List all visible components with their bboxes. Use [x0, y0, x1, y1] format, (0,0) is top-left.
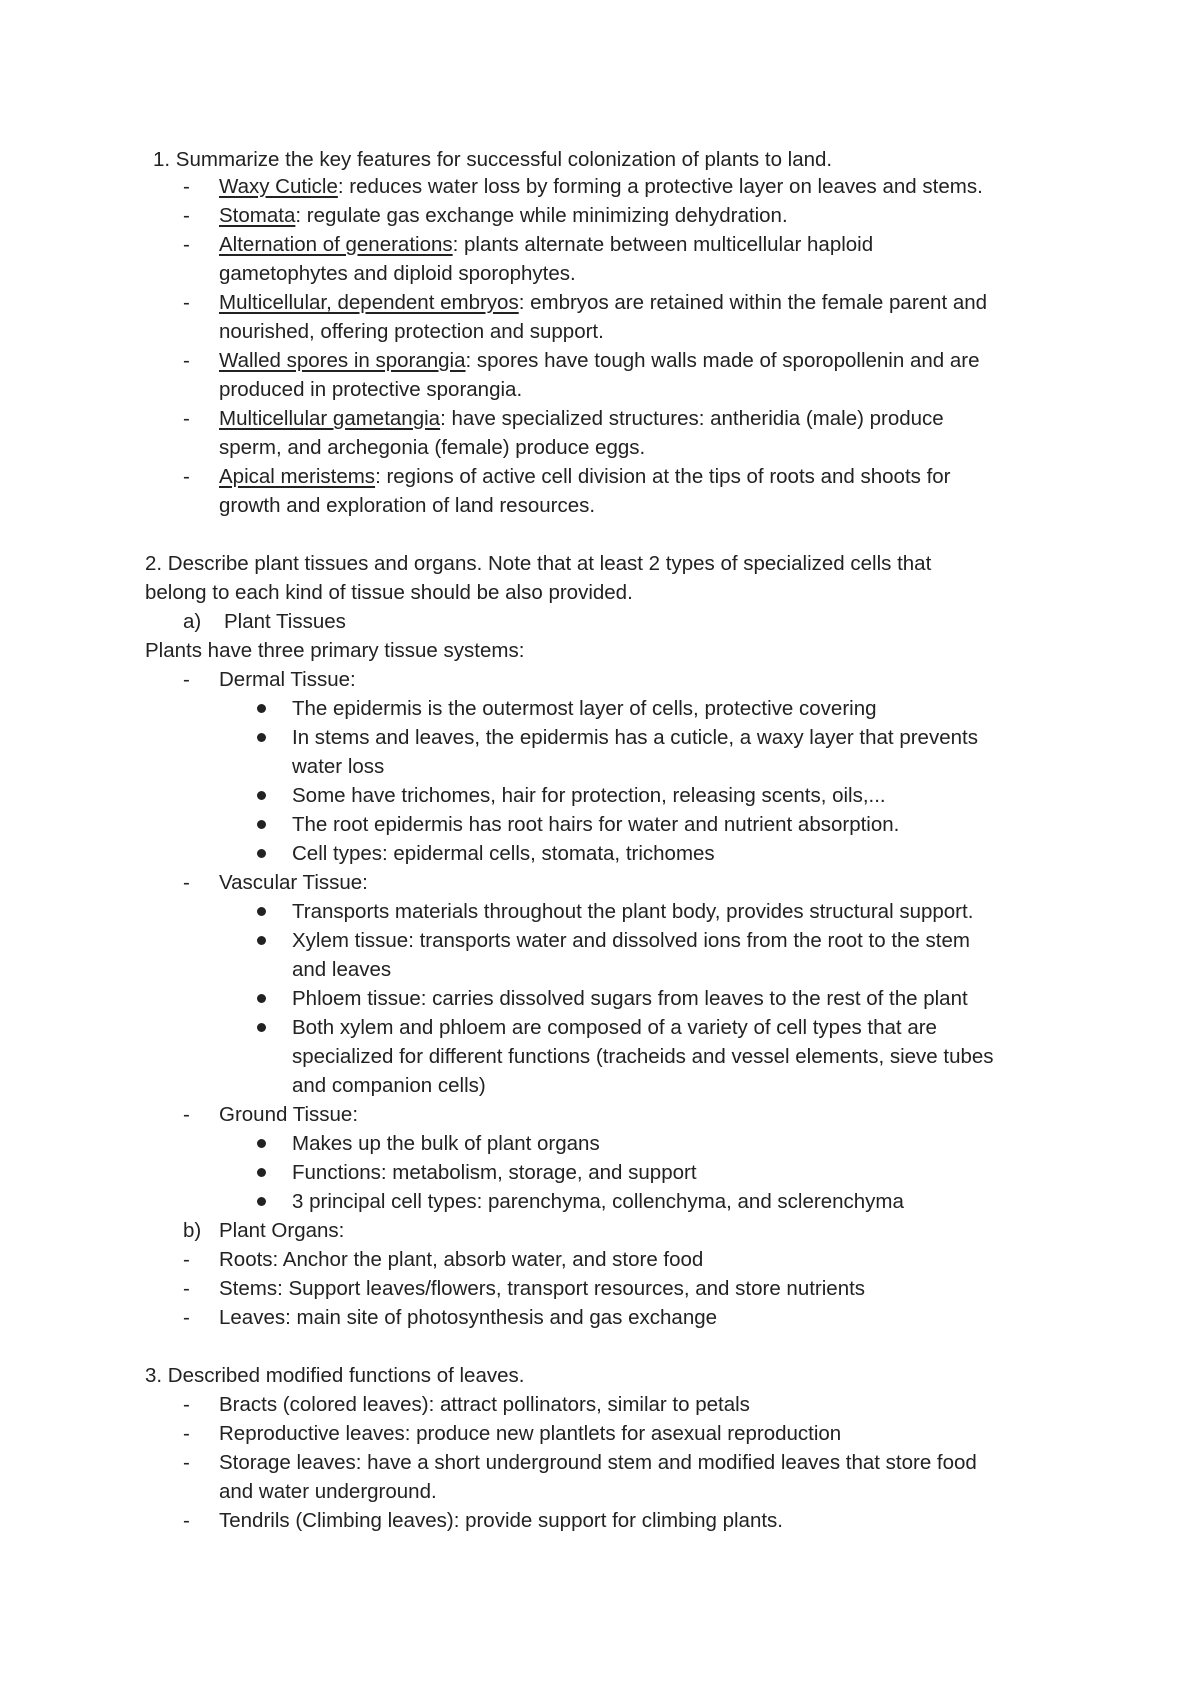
dash-marker: - — [183, 233, 190, 256]
bullet-icon — [257, 1168, 266, 1177]
bullet-icon — [257, 907, 266, 916]
dash-marker: - — [183, 1393, 190, 1416]
dash-marker: - — [183, 204, 190, 227]
q1-item-embryos-cont: nourished, offering protection and support. — [219, 320, 604, 343]
bullet-text: Transports materials throughout the plant body, provides structural support. — [292, 900, 974, 923]
definition: : embryos are retained within the female parent and — [518, 291, 988, 314]
dash-marker: - — [183, 291, 190, 314]
bullet-text: In stems and leaves, the epidermis has a cuticle, a waxy layer that prevents — [292, 726, 978, 749]
bullet-icon — [257, 1023, 266, 1032]
q1-heading: 1. Summarize the key features for successful colonization of plants to land. — [153, 148, 833, 171]
dash-marker: - — [183, 1277, 190, 1300]
vascular-bullet-4-cont1: specialized for different functions (tracheids and vessel elements, sieve tubes — [292, 1045, 994, 1068]
bullet-icon — [257, 820, 266, 829]
bullet-text: Xylem tissue: transports water and dissolved ions from the root to the stem — [292, 929, 970, 952]
dash-marker: - — [183, 465, 190, 488]
bullet-text: 3 principal cell types: parenchyma, collenchyma, and sclerenchyma — [292, 1190, 904, 1213]
term: Multicellular, dependent embryos — [219, 291, 519, 314]
dash-marker: - — [183, 1422, 190, 1445]
term: Multicellular gametangia — [219, 407, 441, 430]
bullet-icon — [257, 1197, 266, 1206]
q1-item-gametangia-cont: sperm, and archegonia (female) produce eggs. — [219, 436, 646, 459]
bullet-text: The root epidermis has root hairs for water and nutrient absorption. — [292, 813, 900, 836]
bullet-icon — [257, 704, 266, 713]
bullet-text: Functions: metabolism, storage, and support — [292, 1161, 697, 1184]
term: Walled spores in sporangia — [219, 349, 466, 372]
dash-marker: - — [183, 1306, 190, 1329]
dash-marker: - — [183, 1451, 190, 1474]
dash-marker: - — [183, 1509, 190, 1532]
bullet-text: Phloem tissue: carries dissolved sugars from leaves to the rest of the plant — [292, 987, 968, 1010]
dermal-tissue-label: Dermal Tissue: — [219, 668, 356, 691]
q2-heading-line1: 2. Describe plant tissues and organs. Note that at least 2 types of specialized cells that — [145, 552, 932, 575]
q3-item-text: Reproductive leaves: produce new plantlets for asexual reproduction — [219, 1422, 842, 1445]
bullet-icon — [257, 994, 266, 1003]
q3-item-text: Tendrils (Climbing leaves): provide support for climbing plants. — [219, 1509, 783, 1532]
dash-marker: - — [183, 668, 190, 691]
term: Stomata — [219, 204, 296, 227]
q3-heading: 3. Described modified functions of leaves. — [145, 1364, 525, 1387]
dash-marker: - — [183, 349, 190, 372]
q3-item-text: Bracts (colored leaves): attract pollinators, similar to petals — [219, 1393, 750, 1416]
bullet-text: Both xylem and phloem are composed of a variety of cell types that are — [292, 1016, 937, 1039]
q1-item-spores-cont: produced in protective sporangia. — [219, 378, 523, 401]
definition: : spores have tough walls made of sporopollenin and are — [465, 349, 980, 372]
vascular-bullet-2-cont: and leaves — [292, 958, 392, 981]
definition: : regulate gas exchange while minimizing dehydration. — [295, 204, 788, 227]
dash-marker: - — [183, 1103, 190, 1126]
dash-marker: - — [183, 871, 190, 894]
definition: : reduces water loss by forming a protective layer on leaves and stems. — [337, 175, 983, 198]
q2-sub-b-marker: b) — [183, 1219, 202, 1242]
q2-intro: Plants have three primary tissue systems: — [145, 639, 525, 662]
bullet-text: Some have trichomes, hair for protection, releasing scents, oils,... — [292, 784, 886, 807]
dash-marker: - — [183, 407, 190, 430]
dash-marker: - — [183, 1248, 190, 1271]
dash-marker: - — [183, 175, 190, 198]
bullet-icon — [257, 1139, 266, 1148]
q2-sub-a-label: Plant Tissues — [224, 610, 346, 633]
bullet-icon — [257, 936, 266, 945]
bullet-icon — [257, 849, 266, 858]
dermal-bullet-2-cont: water loss — [292, 755, 385, 778]
term: Waxy Cuticle — [219, 175, 338, 198]
definition: : have specialized structures: antheridia (male) produce — [440, 407, 944, 430]
q1-item-alternation-cont: gametophytes and diploid sporophytes. — [219, 262, 576, 285]
bullet-icon — [257, 733, 266, 742]
organ-text: Leaves: main site of photosynthesis and gas exchange — [219, 1306, 718, 1329]
bullet-text: Cell types: epidermal cells, stomata, trichomes — [292, 842, 715, 865]
q1-item-meristems-cont: growth and exploration of land resources. — [219, 494, 596, 517]
bullet-text: The epidermis is the outermost layer of cells, protective covering — [292, 697, 877, 720]
organ-text: Roots: Anchor the plant, absorb water, and store food — [219, 1248, 704, 1271]
organ-text: Stems: Support leaves/flowers, transport resources, and store nutrients — [219, 1277, 866, 1300]
bullet-text: Makes up the bulk of plant organs — [292, 1132, 600, 1155]
vascular-tissue-label: Vascular Tissue: — [219, 871, 368, 894]
ground-tissue-label: Ground Tissue: — [219, 1103, 359, 1126]
q2-sub-b-label: Plant Organs: — [219, 1219, 345, 1242]
term: Apical meristems — [219, 465, 376, 488]
q3-item-storage-cont: and water underground. — [219, 1480, 437, 1503]
bullet-icon — [257, 791, 266, 800]
q2-sub-a-marker: a) — [183, 610, 202, 633]
definition: : plants alternate between multicellular haploid — [452, 233, 874, 256]
vascular-bullet-4-cont2: and companion cells) — [292, 1074, 486, 1097]
q3-item-text: Storage leaves: have a short underground stem and modified leaves that store food — [219, 1451, 977, 1474]
definition: : regions of active cell division at the tips of roots and shoots for — [375, 465, 951, 488]
term: Alternation of generations — [219, 233, 453, 256]
q2-heading-line2: belong to each kind of tissue should be also provided. — [145, 581, 633, 604]
